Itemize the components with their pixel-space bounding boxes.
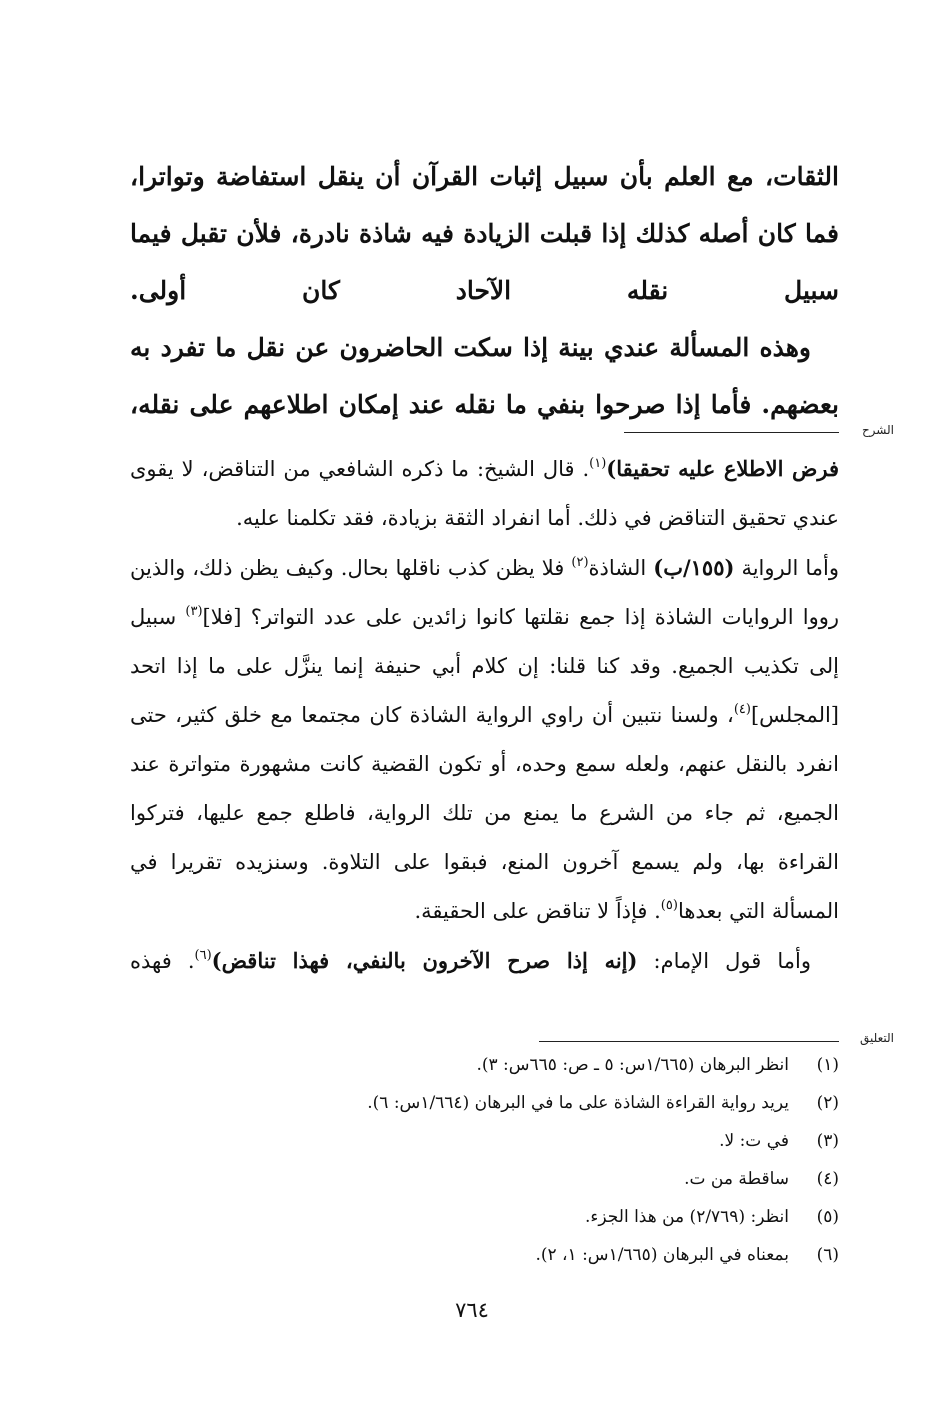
main-text-paragraph-2: وهذه المسألة عندي بينة إذا سكت الحاضرون عن نقل ما تفرد به بعضهم. فأما إذا صرحوا بنفي ما نقله عند إمكان اطلاعهم على نقله، (130, 333, 839, 419)
sharh-label: الشرح (861, 423, 894, 437)
footnote-text: ساقطة من ت. (684, 1169, 789, 1189)
footnote-ref-4[interactable]: (٤) (733, 702, 751, 717)
footnote-text: انظر: (٢/٧٦٩) من هذا الجزء. (585, 1207, 789, 1227)
commentary-paragraph-1 (130, 444, 839, 543)
main-text-paragraph-1: الثقات، مع العلم بأن سبيل إثبات القرآن أن ينقل استفاضة وتواترا، فما كان أصله كذلك إذا قبلت الزيادة فيه شاذة نادرة، فلأن تقبل فيما سبيل نقله الآحاد كان أولى. (130, 162, 839, 305)
commentary-text-segment: فلا يظن كذب ناقلها بحال. وكيف يظن ذلك، والذين رووا الروايات الشاذة إذا جمع نقلتها كانوا زائدين على عدد التواتر؟ [فلا] (130, 556, 839, 629)
commentary-text-segment: . فهذه (130, 949, 195, 973)
footnote-number: (٥) (816, 1207, 839, 1227)
footnote-text: بمعناه في البرهان (١/٦٦٥س: ١، ٢). (535, 1245, 789, 1265)
footnote-text: انظر البرهان (١/٦٦٥س: ٥ ـ ص: ٦٦٥س: ٣). (476, 1055, 789, 1075)
imam-quote: (إنه إذا صرح الآخرون بالنفي، فهذا تناقض) (211, 948, 638, 973)
sharh-divider (624, 432, 839, 433)
footnote-ref-1[interactable]: (١) (589, 456, 607, 471)
footnote-number: (٣) (816, 1131, 839, 1151)
footnote-number: (٦) (816, 1245, 839, 1265)
footnote-4 (130, 1160, 839, 1198)
main-text (130, 148, 839, 433)
footnote-number: (٢) (816, 1093, 839, 1113)
page-number: ٧٦٤ (455, 1298, 489, 1322)
taliq-divider (539, 1041, 839, 1042)
footnote-2 (130, 1084, 839, 1122)
commentary-paragraph-2 (130, 543, 839, 936)
taliq-label: التعليق (859, 1031, 894, 1045)
commentary-text-segment: . قال الشيخ: ما ذكره الشافعي من التناقض، لا يقوى عندي تحقيق التناقض في ذلك. أما انفراد الثقة بزيادة، فقد تكلمنا عليه. (130, 457, 839, 530)
commentary-text (130, 444, 839, 986)
footnote-text: في ت: لا. (719, 1131, 789, 1151)
footnote-6 (130, 1236, 839, 1274)
commentary-text-segment: وأما الرواية (734, 556, 839, 580)
footnote-number: (١) (816, 1055, 839, 1075)
footnote-text: يريد رواية القراءة الشاذة على ما في البرهان (١/٦٦٤س: ٦). (367, 1093, 789, 1113)
footnote-ref-6[interactable]: (٦) (194, 948, 212, 963)
commentary-bold-opening: فرض الاطلاع عليه تحقيقا) (606, 456, 839, 481)
footnote-ref-5[interactable]: (٥) (660, 898, 678, 913)
commentary-text-segment: الشاذة (588, 556, 654, 580)
footnote-5 (130, 1198, 839, 1236)
footnote-1 (130, 1046, 839, 1084)
footnote-number: (٤) (816, 1169, 839, 1189)
commentary-text-segment: وأما قول الإمام: (637, 949, 811, 973)
commentary-paragraph-3 (130, 936, 839, 986)
footnotes (130, 1046, 839, 1274)
commentary-text-segment: ، ولسنا نتبين أن راوي الرواية الشاذة كان مجتمعا مع خلق كثير، حتى انفرد بالنقل عنهم، ولعله سمع وحده، أو تكون القضية كانت مشهورة متواترة عند الجميع، ثم جاء من الشرع ما يمنع من تلك الرواية، فاطلع جمع عليها، فتركوا القراءة بها، ولم يسمع آخرون المنع، فبقوا على التلاوة. وسنزيده تقريرا في المسألة التي بعدها (130, 703, 839, 923)
footnote-3 (130, 1122, 839, 1160)
commentary-text-segment: سبيل إلى تكذيب الجميع. وقد كنا قلنا: إن كلام أبي حنيفة إنما ينزَّل على ما إذا اتحد [المجلس] (130, 605, 840, 727)
commentary-text-segment: . فإذاً لا تناقض على الحقيقة. (414, 899, 661, 923)
folio-marker: (١٥٥/ب) (653, 555, 735, 580)
footnote-ref-3[interactable]: (٣) (185, 604, 203, 619)
footnote-ref-2[interactable]: (٢) (571, 555, 589, 570)
